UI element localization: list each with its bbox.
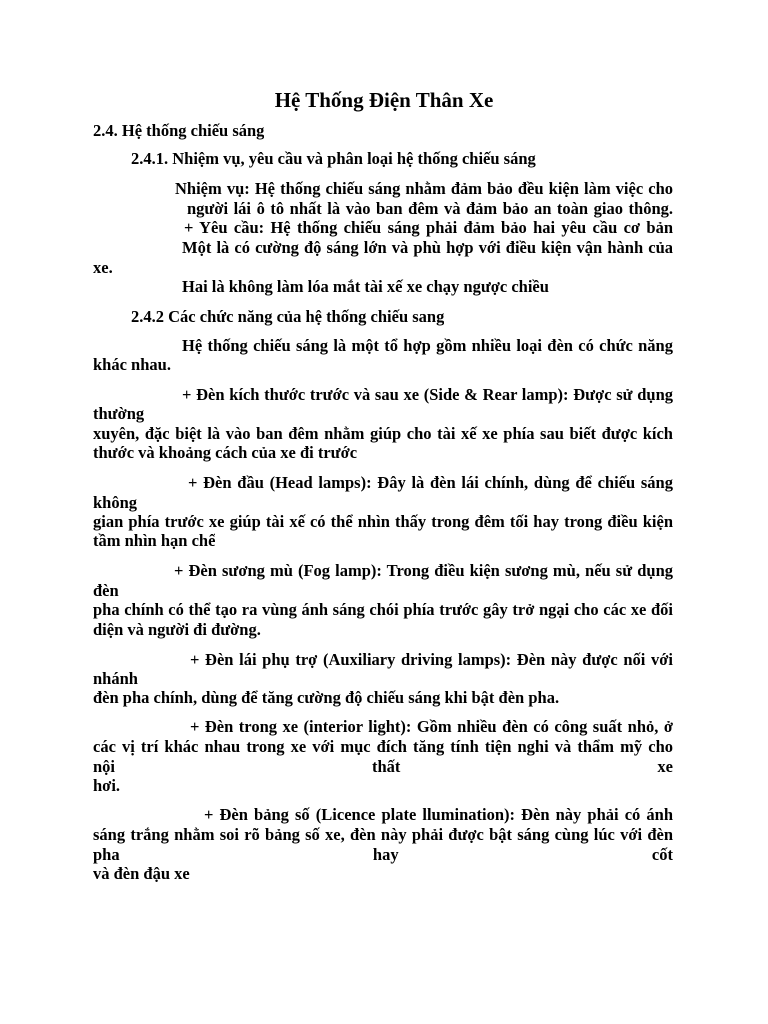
document-title: Hệ Thống Điện Thân Xe [274, 88, 494, 112]
lamp-item-line: hơi. [93, 776, 121, 795]
lamp-item-auxiliary: + Đèn lái phụ trợ (Auxiliary driving lamps): Đèn này được nối với [190, 650, 673, 669]
lamp-item-head: + Đèn đầu (Head lamps): Đây là đèn lái chính, dùng để chiếu sáng [188, 473, 673, 492]
lamp-item-line: nội thất xe [93, 757, 673, 776]
lamp-item-licence-plate: + Đèn bảng số (Licence plate llumination): Đèn này phải có ánh [204, 805, 673, 824]
lamp-item-line: nhánh [93, 669, 138, 688]
lamp-item-side-rear: + Đèn kích thước trước và sau xe (Side & Rear lamp): Được sử dụng [182, 385, 673, 404]
lamp-item-line: và đèn đậu xe [93, 864, 190, 883]
paragraph-line: người lái ô tô nhất là vào ban đêm và đảm bảo an toàn giao thông. [187, 199, 673, 218]
paragraph-line: Hai là không làm lóa mắt tài xế xe chạy ngược chiều [182, 277, 549, 296]
lamp-item-line: tầm nhìn hạn chế [93, 531, 216, 550]
lamp-item-line: gian phía trước xe giúp tài xế có thể nhìn thấy trong đêm tối hay trong điều kiện [93, 512, 673, 531]
lamp-item-line: pha chính có thể tạo ra vùng ánh sáng chói phía trước gây trở ngại cho các xe đối [93, 600, 673, 619]
lamp-item-line: không [93, 493, 138, 512]
lamp-item-line: sáng trắng nhằm soi rõ bảng số xe, đèn này phải được bật sáng cùng lúc với đèn [93, 825, 673, 844]
subsection-heading-2-4-2: 2.4.2 Các chức năng của hệ thống chiếu sang [131, 307, 445, 326]
paragraph-line: xe. [93, 258, 113, 277]
lamp-item-line: xuyên, đặc biệt là vào ban đêm nhằm giúp cho tài xế xe phía sau biết được kích [93, 424, 673, 443]
section-heading: 2.4. Hệ thống chiếu sáng [93, 121, 265, 140]
lamp-item-line: thường [93, 404, 145, 423]
paragraph-line: Nhiệm vụ: Hệ thống chiếu sáng nhằm đảm bảo đều kiện làm việc cho [175, 179, 673, 198]
lamp-item-line: diện và người đi đường. [93, 620, 261, 639]
lamp-item-line: đèn [93, 581, 119, 600]
lamp-item-interior: + Đèn trong xe (interior light): Gồm nhiều đèn có công suất nhỏ, ở [190, 717, 673, 736]
lamp-item-line: thước và khoảng cách của xe đi trước [93, 443, 358, 462]
lamp-item-line: đèn pha chính, dùng để tăng cường độ chiếu sáng khi bật đèn pha. [93, 688, 560, 707]
intro-line: Hệ thống chiếu sáng là một tổ hợp gồm nhiều loại đèn có chức năng [182, 336, 673, 355]
lamp-item-line: các vị trí khác nhau trong xe với mục đích tăng tính tiện nghi và thẩm mỹ cho [93, 737, 673, 756]
subsection-heading-2-4-1: 2.4.1. Nhiệm vụ, yêu cầu và phân loại hệ thống chiếu sáng [131, 149, 536, 168]
paragraph-line: Một là có cường độ sáng lớn và phù hợp với điều kiện vận hành của [182, 238, 673, 257]
paragraph-line: + Yêu cầu: Hệ thống chiếu sáng phải đảm bảo hai yêu cầu cơ bản [184, 218, 673, 237]
intro-line: khác nhau. [93, 355, 171, 374]
lamp-item-line: pha hay cốt [93, 845, 673, 864]
lamp-item-fog: + Đèn sương mù (Fog lamp): Trong điều kiện sương mù, nếu sử dụng [174, 561, 673, 580]
